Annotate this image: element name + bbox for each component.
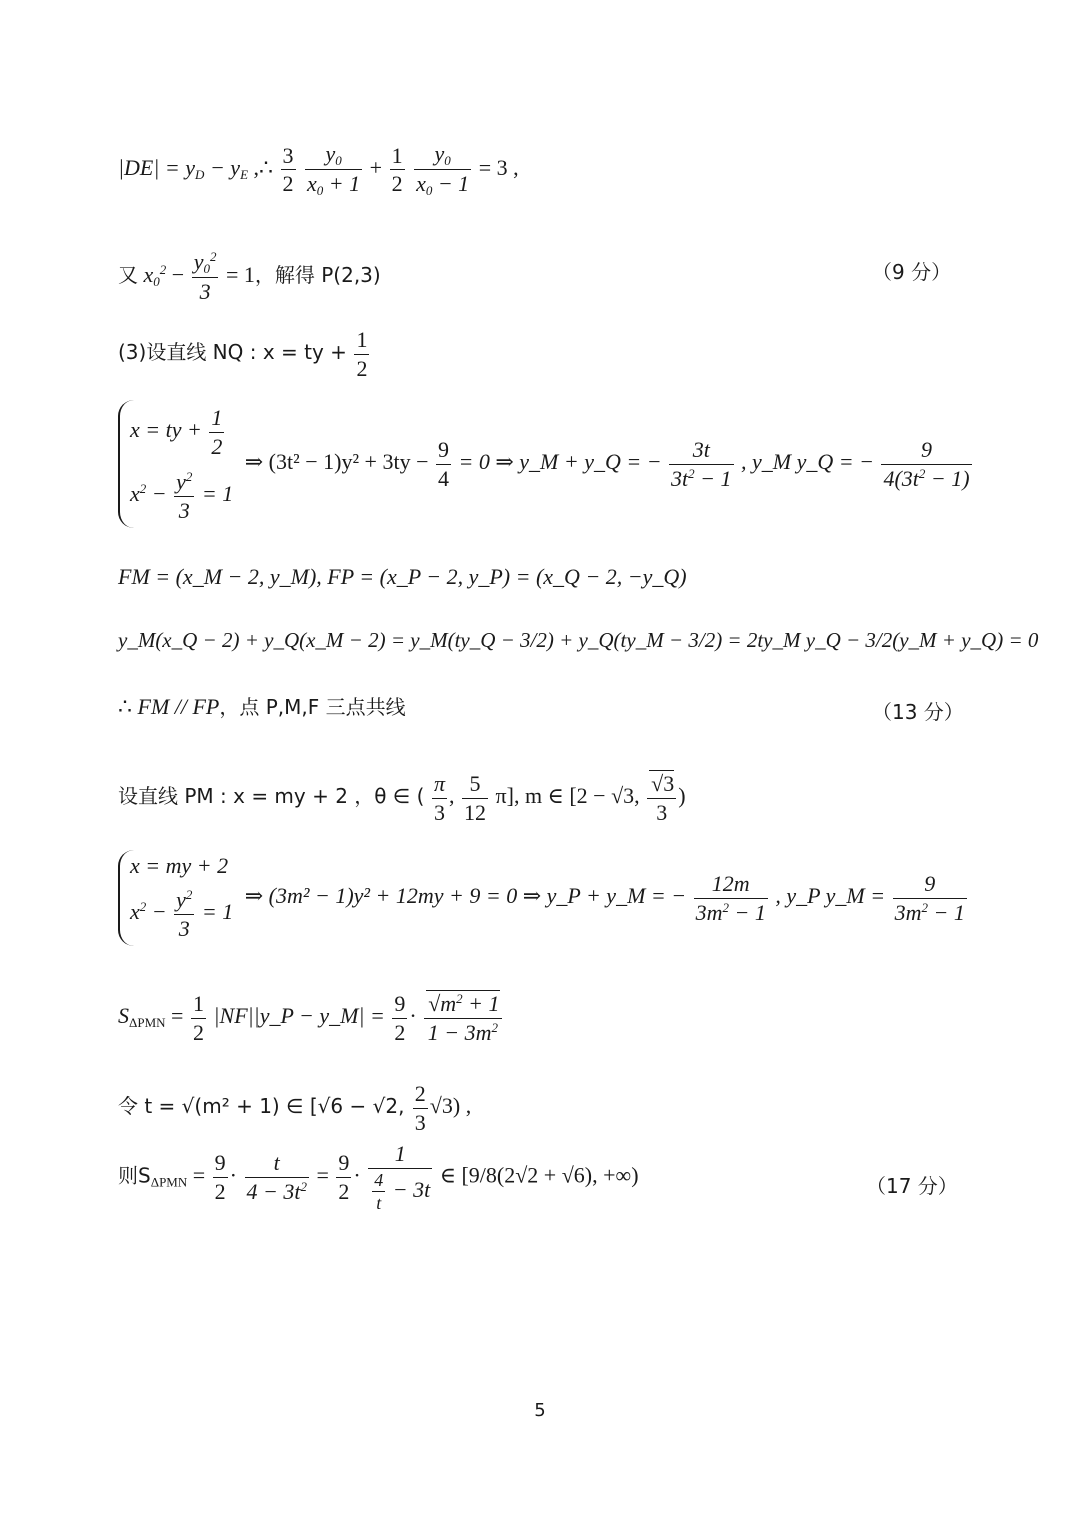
line-pm-definition: 设直线 PM : x = my + 2 ，θ ∈ ( $\frac{\pi}{3}$ , $\frac{5}{12}$ π], m ∈ [2 − √3, $\frac{√3}{3}$ ) [118, 771, 686, 825]
area-range-end: ∈ [9/8(2√2 + √6), +∞) [439, 1162, 639, 1188]
equation-hyperbola-p: 又 $x_0^2$ − $\frac{y_0^2}{3}$ = 1，解得 P(2,3) [118, 249, 381, 305]
frac-y0-x0m1: $\frac{y_0}{x_0 - 1}$ [416, 141, 470, 199]
frac-9-4: $\frac{9}{4}$ [437, 437, 449, 491]
frac-9-2-r1: $\frac{9}{2}$ [214, 1150, 226, 1204]
let-t: 令 t = √(m² + 1) ∈ [√6 − √2, [118, 1094, 411, 1119]
frac-pi-3: $\frac{\pi}{3}$ [433, 771, 446, 825]
collinear-conclusion [118, 696, 406, 718]
then-s: 则S [118, 1163, 151, 1188]
sub-e: E [240, 166, 249, 182]
vector-fm-fp: FM = (x_M − 2, y_M), FP = (x_P − 2, y_P) = (x_Q − 2, −y_Q) [118, 564, 687, 589]
frac-t-4: $\frac{t}{4 - 3t^2}$ [246, 1150, 307, 1204]
area-eq: = [165, 1003, 189, 1029]
frac-5-12: $\frac{5}{12}$ [464, 771, 487, 825]
frac-9-3m: $\frac{9}{3m^2 - 1}$ [894, 871, 965, 925]
nq-text: (3)设直线 NQ : x = ty + [118, 340, 347, 365]
area-formula: $S_{\Delta PMN}$ = $\frac{1}{2}$ |NF||y_P − y_M| = $\frac{9}{2}$ · $\frac{√m^2 + 1}{1 - 3m^2}$ [118, 991, 500, 1045]
frac-1-4t: 1 $\frac{4}{t}$ − 3t [368, 1140, 432, 1215]
frac-2-3: $\frac{2}{3}$ [414, 1081, 426, 1135]
frac-sqrt-m: $\frac{√m^2 + 1}{1 - 3m^2}$ [424, 990, 501, 1046]
score-13: （13 分） [872, 700, 964, 724]
area-range: 则$S_{\Delta PMN}$ = $\frac{9}{2}$ · $\frac{t}{4 - 3t^2}$ = $\frac{9}{2}$ · 1 $\frac{4}{t}$ − 3t ∈ [9/8(2√2 + √6), +∞) [118, 1141, 639, 1213]
nq-sum: = 0 ⇒ y_M + y_Q = − [458, 449, 662, 475]
score-9: （9 分） [872, 260, 952, 284]
pm-end: ) [678, 783, 686, 809]
system-pm [118, 850, 969, 946]
de-lhs: |DE| = y [118, 154, 196, 180]
frac-9-4-3t: $\frac{9}{4(3t^2 - 1)}$ [883, 437, 970, 491]
de-mid: − y [204, 154, 241, 180]
collinear-proof: y_M(x_Q − 2) + y_Q(x_M − 2) = y_M(ty_Q − 3/2) + y_Q(ty_M − 3/2) = 2ty_M y_Q − 3/2(y_M + y_Q) = 0 [118, 628, 1039, 652]
frac-3-2: $\frac{3}{2}$ [282, 142, 294, 197]
then-sub: ΔPMN [150, 1174, 188, 1190]
system-brace: x = ty + $\frac{1}{2}$ $x^2$ − $\frac{y^2}{3}$ = 1 [118, 400, 233, 528]
frac-1-2: $\frac{1}{2}$ [391, 142, 403, 197]
system-brace-pm: x = my + 2 $x^2$ − $\frac{y^2}{3}$ = 1 [118, 850, 233, 946]
area-s: S [118, 1003, 129, 1029]
frac-sqrt3-3: $\frac{√3}{3}$ [647, 770, 676, 826]
frac-1-2-nq: $\frac{1}{2}$ [356, 327, 368, 381]
equation-de-length: $|DE| = y_D - y_E$ ,∴ $\frac{3}{2}$ $\frac{y_0}{x_0 + 1}$ + $\frac{1}{2}$ $\frac{y_0}{x_0 - 1}$ = 3 , [118, 141, 519, 199]
pm-prod: , y_P y_M = [775, 883, 886, 909]
let-t-end: √3) , [429, 1093, 472, 1119]
frac-y0-x0p1: $\frac{y_0}{x_0 + 1}$ [307, 141, 361, 199]
solve-p: ，解得 P(2,3) [254, 262, 381, 287]
frac-1-2-area: $\frac{1}{2}$ [192, 991, 204, 1045]
nq-prod: , y_M y_Q = − [741, 449, 874, 475]
system-nq [118, 400, 974, 528]
parallel-vectors: FM // FP [137, 694, 220, 719]
de-eq: = 3 , [478, 154, 519, 180]
frac-12m: $\frac{12m}{3m^2 - 1}$ [695, 871, 766, 925]
therefore: ,∴ [248, 154, 279, 180]
collinear-text: ，点 P,M,F 三点共线 [219, 695, 406, 719]
frac-3t: $\frac{3t}{3t^2 - 1}$ [671, 437, 732, 491]
frac-9-2-area: $\frac{9}{2}$ [394, 991, 406, 1045]
substitution-t [118, 1080, 471, 1136]
area-sub: ΔPMN [129, 1015, 166, 1031]
score-17: （17 分） [866, 1174, 958, 1198]
line-nq-definition [118, 326, 371, 382]
pm-text: 设直线 PM : x = my + 2 ，θ ∈ ( [118, 784, 425, 809]
you-prefix: 又 [118, 262, 138, 287]
page-number: 5 [534, 1400, 546, 1421]
frac-9-2-r2: $\frac{9}{2}$ [338, 1150, 350, 1204]
area-abs: |NF||y_P − y_M| = [213, 1003, 391, 1029]
pm-result: ⇒ (3m² − 1)y² + 12my + 9 = 0 ⇒ y_P + y_M = − [244, 883, 687, 909]
frac-y0sq-3: $\frac{y_0^2}{3}$ [193, 249, 217, 305]
pm-mid: π], m ∈ [2 − √3, [495, 783, 646, 809]
therefore-7: ∴ [118, 694, 138, 719]
nq-result: ⇒ (3t² − 1)y² + 3ty − [244, 449, 434, 475]
sub-d: D [195, 166, 205, 182]
